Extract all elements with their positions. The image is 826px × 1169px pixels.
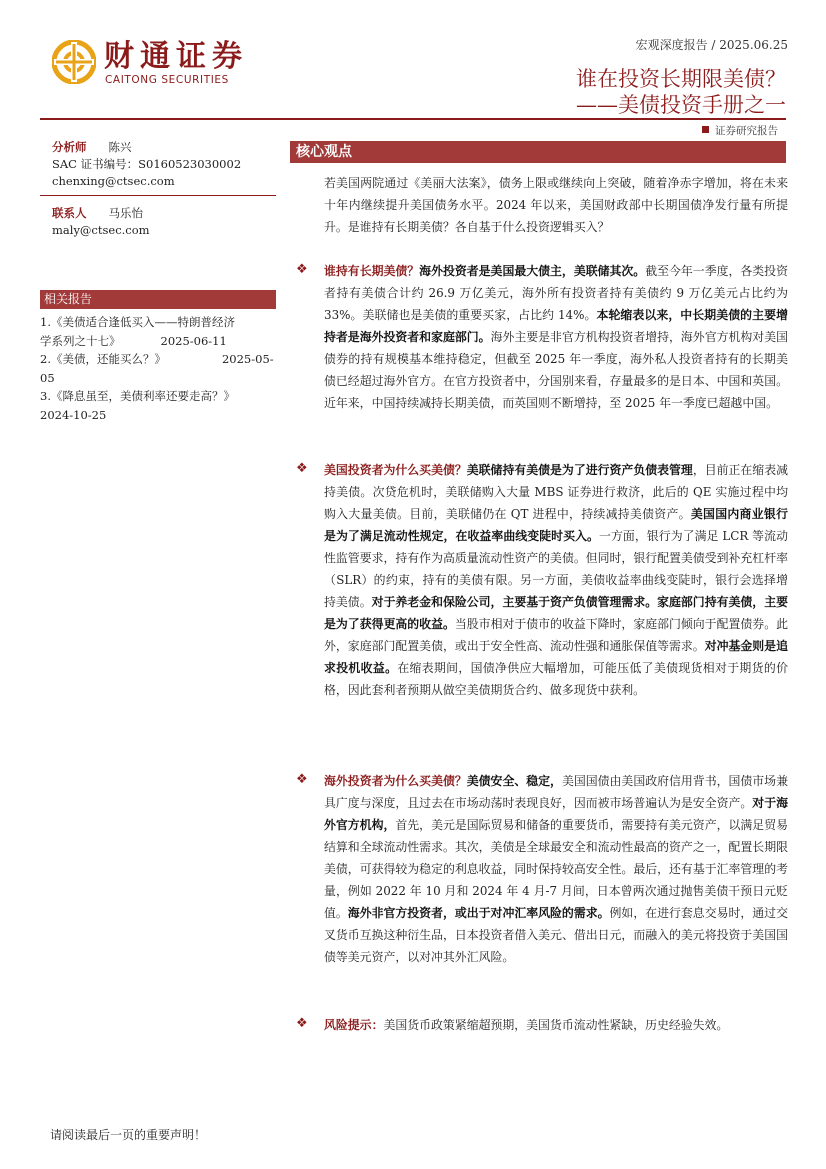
report-subtitle: ——美债投资手册之一 bbox=[576, 93, 786, 117]
related-report-date: 2025-05-05 bbox=[40, 352, 274, 385]
foreign-investors-paragraph: 海外投资者为什么买美债？美债安全、稳定，美国国债由美国政府信用背书，国债市场兼具广度与深度，且过去在市场动荡时表现良好，因而被市场普遍认为是安全资产。对于海外官方机构，首先，美元是国际贸易和储备的重要货币，需要持有美元资产，以满足贸易结算和全球流动性需求。其次，美债是全球最安全和流动性最高的资产之一，配置长期限美债，可获得较为稳定的利息收益，同时保持较高安全性。最后，还有基于汇率管理的考量，例如 2022 年 10 月和 2024 年 4 月-7 月间，日本曾两次通过抛售美债干预日元贬值。海外非官方投资者，或出于对冲汇率风险的需求。例如，在进行套息交易时，通过交叉货币互换这种衍生品，日本投资者借入美元、借出日元，而融入的美元将投资于美国国债等美元资产，以对冲其外汇风险。 bbox=[324, 774, 788, 964]
related-report-item[interactable]: 2.《美债，还能买么？》 2025-05-05 bbox=[40, 352, 274, 385]
report-title: 谁在投资长期限美债？ bbox=[576, 67, 786, 91]
analyst-block bbox=[52, 139, 277, 190]
diamond-bullet-icon: ❖ bbox=[296, 1016, 308, 1031]
intro-paragraph: 若美国两院通过《美丽大法案》，债务上限或继续向上突破，随着净赤字增加，将在未来十年内继续提升美国债务水平。2024 年以来，美国财政部中长期国债净发行量有所提升。是谁持有长期美债？各自基于什么投资逻辑买入？ bbox=[324, 176, 788, 234]
risk-paragraph: 风险提示：美国货币政策紧缩超预期，美国货币流动性紧缺，历史经验失效。 bbox=[324, 1018, 729, 1032]
analyst-email: chenxing@ctsec.com bbox=[52, 174, 175, 188]
disclaimer-notice[interactable]: 请阅读最后一页的重要声明！ bbox=[50, 1128, 207, 1142]
report-category-text: 证券研究报告 bbox=[715, 125, 778, 137]
us-investors-paragraph: 美国投资者为什么买美债？美联储持有美债是为了进行资产负债表管理，目前正在缩表减持美债。次贷危机时，美联储购入大量 MBS 证券进行救济，此后的 QE 实施过程中均购入大量美债。目前，美联储仍在 QT 进程中，持续减持美债资产。美国国内商业银行是为了满足流动性规定，在收益率曲线变陡时买入。一方面，银行为了满足 LCR 等流动性监管要求，持有作为高质量流动性资产的美债。但同时，银行配置美债受到补充杠杆率（SLR）的约束，持有的美债有限。另一方面，美债收益率曲线变陡时，银行会选择增持美债。对于养老金和保险公司，主要基于资产负债管理需求。家庭部门持有美债，主要是为了获得更高的收益。当股市相对于债市的收益下降时，家庭部门倾向于配置债券。此外，家庭部门配置美债，或出于安全性高、流动性强和通胀保值等需求。对冲基金则是追求投机收益。在缩表期间，国债净供应大幅增加，可能压低了美债现货相对于期货的价格，因此套利者预期从做空美债期货合约、做多现货中获利。 bbox=[324, 463, 788, 697]
brand-name-cn: 财通证券 bbox=[104, 39, 248, 74]
square-bullet-icon bbox=[702, 126, 709, 133]
report-type-date: 宏观深度报告 / 2025.06.25 bbox=[635, 38, 788, 52]
contact-block bbox=[52, 205, 277, 239]
diamond-bullet-icon: ❖ bbox=[296, 262, 308, 277]
brand-mark-icon bbox=[52, 40, 96, 84]
core-view-heading: 核心观点 bbox=[290, 141, 786, 163]
brand-logo bbox=[52, 40, 247, 88]
header-rule bbox=[40, 118, 786, 120]
diamond-bullet-icon: ❖ bbox=[296, 461, 308, 476]
related-report-date: 2024-10-25 bbox=[40, 407, 107, 422]
divider bbox=[40, 195, 276, 196]
related-report-item[interactable]: 1.《美债适合逢低买入——特朗普经济 学系列之十七》 2025-06-11 bbox=[40, 315, 235, 348]
contact-name: 马乐怡 bbox=[108, 206, 143, 220]
related-reports-heading: 相关报告 bbox=[40, 290, 276, 309]
related-report-item[interactable]: 3.《降息虽至，美债利率还要走高？》 2024-10-25 bbox=[40, 387, 280, 424]
contact-label: 联系人 bbox=[52, 206, 87, 220]
analyst-label: 分析师 bbox=[52, 140, 87, 154]
contact-email: maly@ctsec.com bbox=[52, 223, 150, 237]
related-report-date: 2025-06-11 bbox=[160, 333, 227, 348]
related-reports-list bbox=[40, 313, 280, 424]
analyst-name: 陈兴 bbox=[108, 140, 132, 154]
sac-number: SAC 证书编号：S0160523030002 bbox=[52, 157, 242, 171]
diamond-bullet-icon: ❖ bbox=[296, 772, 308, 787]
brand-name-en: CAITONG SECURITIES bbox=[105, 74, 229, 86]
holders-paragraph: 谁持有长期美债？海外投资者是美国最大债主，美联储其次。截至今年一季度，各类投资者持有美债合计约 26.9 万亿美元，海外所有投资者持有美债约 9 万亿美元占比约为 33%。美联储也是美债的重要买家，占比约 14%。本轮缩表以来，中长期美债的主要增持者是海外投资者和家庭部门。海外主要是非官方机构投资者增持，海外官方机构对美国债券的持有规模基本维持稳定，但截至 2025 年一季度，海外私人投资者持有的长期美债已经超过海外官方。在官方投资者中，分国别来看，存量最多的是日本、中国和英国。近年来，中国持续减持长期美债，而英国则不断增持，至 2025 年一季度已超越中国。 bbox=[324, 264, 788, 410]
report-category-tag bbox=[702, 123, 778, 138]
